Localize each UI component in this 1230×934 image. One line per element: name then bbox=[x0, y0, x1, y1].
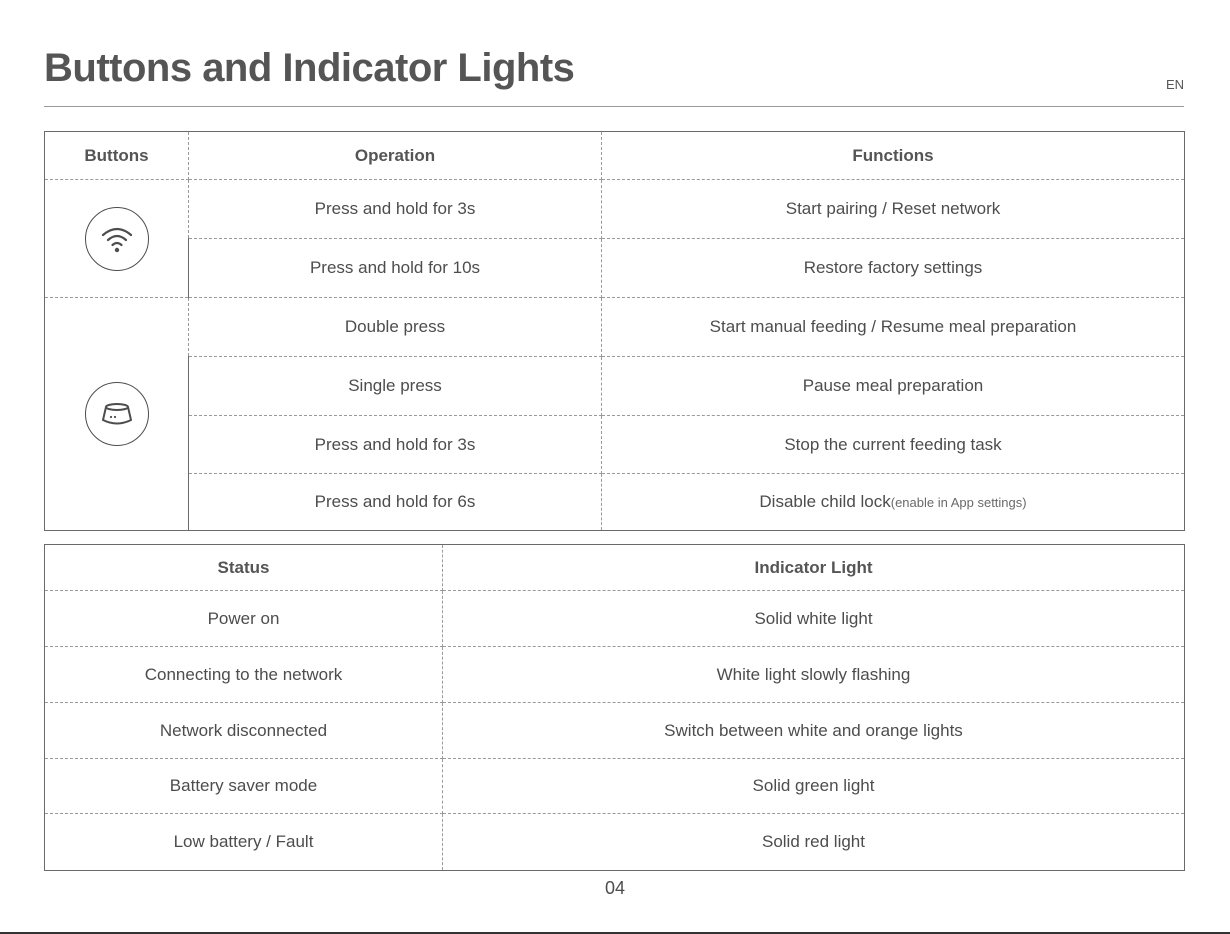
feed-button-cell bbox=[45, 298, 189, 531]
operation-cell: Press and hold for 3s bbox=[189, 180, 602, 239]
table-row bbox=[45, 814, 1185, 871]
operation-cell: Single press bbox=[189, 357, 602, 416]
function-cell: Start manual feeding / Resume meal preparation bbox=[602, 298, 1185, 357]
light-cell: Solid red light bbox=[443, 814, 1185, 871]
buttons-table bbox=[44, 131, 1185, 531]
table-row bbox=[45, 180, 1185, 239]
table-row bbox=[45, 474, 1185, 531]
status-cell: Power on bbox=[45, 591, 443, 647]
table-row bbox=[45, 298, 1185, 357]
header-operation: Operation bbox=[189, 132, 602, 180]
header-buttons: Buttons bbox=[45, 132, 189, 180]
table-row bbox=[45, 357, 1185, 416]
food-bowl-icon bbox=[85, 382, 149, 446]
wifi-button-cell bbox=[45, 180, 189, 298]
wifi-icon bbox=[85, 207, 149, 271]
header-functions: Functions bbox=[602, 132, 1185, 180]
function-cell: Start pairing / Reset network bbox=[602, 180, 1185, 239]
buttons-table-header bbox=[45, 132, 1185, 180]
table-row bbox=[45, 759, 1185, 814]
status-cell: Low battery / Fault bbox=[45, 814, 443, 871]
header-status: Status bbox=[45, 545, 443, 591]
status-cell: Battery saver mode bbox=[45, 759, 443, 814]
light-cell: White light slowly flashing bbox=[443, 647, 1185, 703]
status-table bbox=[44, 544, 1185, 871]
language-label: EN bbox=[1165, 77, 1184, 92]
table-row bbox=[45, 239, 1185, 298]
table-row bbox=[45, 703, 1185, 759]
function-text: Disable child lock bbox=[759, 492, 891, 511]
page-title: Buttons and Indicator Lights bbox=[44, 46, 575, 90]
status-cell: Connecting to the network bbox=[45, 647, 443, 703]
light-cell: Switch between white and orange lights bbox=[443, 703, 1185, 759]
title-divider bbox=[44, 106, 1184, 107]
light-cell: Solid white light bbox=[443, 591, 1185, 647]
function-cell bbox=[602, 474, 1185, 531]
operation-cell: Press and hold for 3s bbox=[189, 416, 602, 474]
table-row bbox=[45, 591, 1185, 647]
status-table-header bbox=[45, 545, 1185, 591]
page-number: 04 bbox=[604, 878, 626, 898]
operation-cell: Press and hold for 6s bbox=[189, 474, 602, 531]
header-indicator-light: Indicator Light bbox=[443, 545, 1185, 591]
light-cell: Solid green light bbox=[443, 759, 1185, 814]
operation-cell: Double press bbox=[189, 298, 602, 357]
function-cell: Restore factory settings bbox=[602, 239, 1185, 298]
function-cell: Stop the current feeding task bbox=[602, 416, 1185, 474]
table-row bbox=[45, 416, 1185, 474]
table-row bbox=[45, 647, 1185, 703]
function-note: (enable in App settings) bbox=[890, 495, 1027, 510]
operation-cell: Press and hold for 10s bbox=[189, 239, 602, 298]
function-cell: Pause meal preparation bbox=[602, 357, 1185, 416]
status-cell: Network disconnected bbox=[45, 703, 443, 759]
